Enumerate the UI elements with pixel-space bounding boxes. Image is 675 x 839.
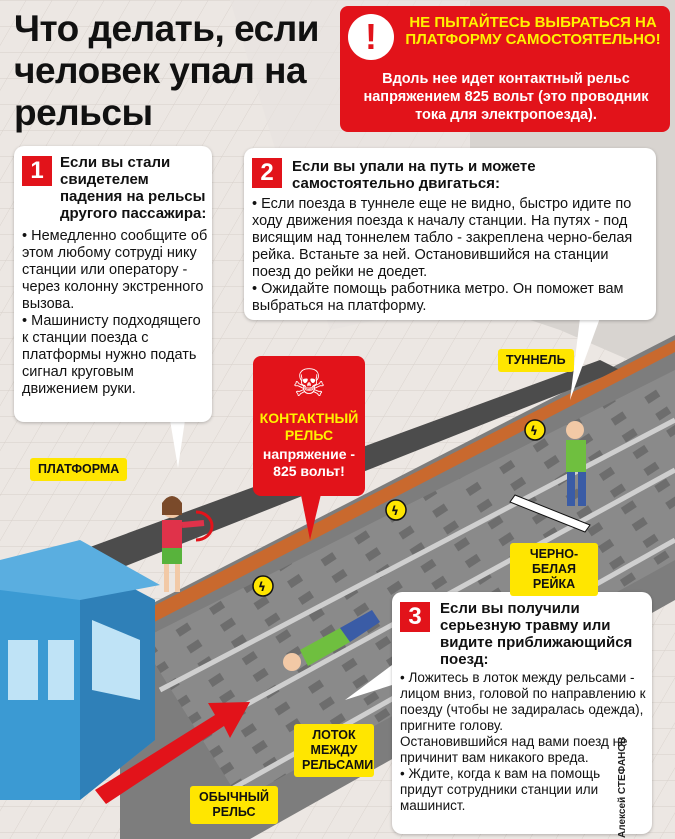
label-tunnel: ТУННЕЛЬ	[498, 349, 574, 372]
contact-rail-danger-sign	[253, 356, 365, 496]
warning-headline: НЕ ПЫТАЙТЕСЬ ВЫБРАТЬСЯ НА ПЛАТФОРМУ САМОСТОЯТЕЛЬНО!	[405, 14, 661, 48]
step-2-para-2: • Ожидайте помощь работника метро. Он поможет вам выбраться на платформу.	[252, 281, 624, 314]
label-regular-rail: ОБЫЧНЫЙ РЕЛЬС	[190, 786, 278, 824]
step-1-para-2: • Машинисту подходящего к станции поезда с платформы нужно подать сигнал круговым движением руки.	[22, 313, 201, 397]
label-tray: ЛОТОК МЕЖДУ РЕЛЬСАМИ	[294, 724, 374, 777]
step-1-number: 1	[22, 156, 52, 186]
page-title: Что делать, если человек упал на рельсы	[14, 8, 320, 133]
label-platform: ПЛАТФОРМА	[30, 458, 127, 481]
skull-crossbones-icon: ☠	[291, 363, 327, 405]
danger-line-1: КОНТАКТНЫЙ РЕЛЬС	[259, 410, 359, 443]
step-1-box	[14, 146, 212, 422]
step-3-para-2: Остановившийся над вами поезд не причинит вам никакого вреда.	[400, 734, 628, 765]
step-2-number: 2	[252, 158, 282, 188]
step-1-heading: Если вы стали свидетелем падения на рельсы другого пассажира:	[60, 154, 207, 222]
warning-body: Вдоль нее идет контактный рельс напряжением 825 вольт (это проводник тока для электропоезда).	[363, 71, 649, 123]
step-1-para-1: • Немедленно сообщите об этом любому сотрудi нику станции или оператору - через колонну экстренного вызова.	[22, 228, 208, 312]
step-3-heading: Если вы получили серьезную травму или видите приближающийся поезд:	[440, 600, 633, 668]
warning-panel	[340, 6, 670, 132]
step-3-box	[392, 592, 652, 834]
step-2-para-1: • Если поезда в туннеле еще не видно, быстро идите по ходу движения поезда к началу станции. На путях - под висящим над тоннелем табло - закреплена черно-белая рейка. Встаньте за ней. Остановившийся на станции поезд до рейки не доедет.	[252, 196, 633, 280]
svg-text:ϟ: ϟ	[258, 580, 266, 594]
step-3-para-1: • Ложитесь в лоток между рельсами - лицом вниз, головой по направлению к поезду (чтобы не задиралась одежда), пригните голову.	[400, 670, 646, 733]
step-3-number: 3	[400, 602, 430, 632]
svg-text:ϟ: ϟ	[530, 424, 538, 438]
danger-line-2: напряжение - 825 вольт!	[262, 446, 356, 479]
svg-text:ϟ: ϟ	[391, 504, 399, 518]
step-1-text	[22, 228, 208, 398]
step-3-text	[400, 670, 646, 814]
step-3-para-3: • Ждите, когда к вам на помощь придут сотрудники станции или машинист.	[400, 766, 601, 813]
step-2-text	[252, 196, 650, 315]
label-bw-bar: ЧЕРНО-БЕЛАЯ РЕЙКА	[510, 543, 598, 596]
step-2-box	[244, 148, 656, 320]
step-2-heading: Если вы упали на путь и можете самостоятельно двигаться:	[292, 158, 536, 192]
author-credit: Алексей СТЕФАНОВ	[617, 736, 628, 838]
exclamation-icon: !	[348, 14, 394, 60]
